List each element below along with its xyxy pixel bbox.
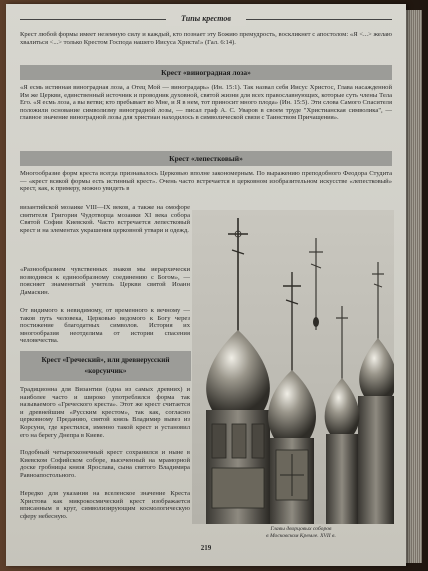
- section-heading-greek-line1: Крест «Греческий», или древнерусский: [41, 356, 170, 364]
- section-heading-greek-line2: «корсунчик»: [84, 367, 127, 375]
- section-petal-text-3: От видимого к невидимому, от временного к вечному — таков путь человека, Церковью ведомого к Богу через постижение благодатных символов. История их многообразия неотделима от истории спасения человечества.: [20, 307, 190, 345]
- section-greek-text-3: Нередко для указания на вселенское значение Креста Христова как микрокосмический крест изображается вписанным в круг, символизирующим космологическую сферу небесную.: [20, 490, 190, 520]
- book-page: [6, 4, 406, 566]
- page-number: 219: [200, 544, 212, 552]
- photo-caption: [246, 526, 356, 539]
- section-vine-text: «Я есмь истинная виноградная лоза, а Отец Мой — виноградарь» (Ин. 15:1). Так назвал себя Иисус Христос, Глава насажденной Им же Церкви, единственный источник и проводник духовной, святой жизни для всех православнующих, которые суть члены Тела Его. «Я есмь лоза, а вы ветви; кто пребывает во Мне, и Я в нем, тот приносит много плода» (Ин. 15:5). Эти слова Самого Спасителя положили основание символизму виноградной лозы, — писал граф А. С. Уваров в своем труде "Христианская символика", — главное значение виноградной лозы для христиан находилось в символической связи с Таинством Причащения».: [20, 84, 392, 122]
- page-stack-edge: [406, 10, 422, 563]
- intro-paragraph: Крест любой формы имеет неземную силу и каждый, кто познает эту Божию премудрость, воскликнет с апостолом: «Я <...> желаю хвалиться <...> только Крестом Господа нашего Иисуса Христа!» (Гал. 6:14).: [20, 31, 392, 46]
- section-petal-text-1: византийской мозаике VIII—IX веков, а также на омофоре святителя Григория Чудотворца мозаики XI века собора Святой Софии Киевской. Часто встречается лепестковый крест и на элементах украшения церковной утвари и одежд.: [20, 204, 190, 234]
- section-greek-text-1: Традиционна для Византии (одна из самых древних) и наиболее часто и широко употреблялся форма так называемого «Греческого креста». Этот же крест считается и древнейшим «Русским крестом», так как, согласно церковному Преданию, святой князь Владимир вывез из Корсуни, где крестился, именно такой крест и установил его на берегу Днепра в Киеве.: [20, 386, 190, 439]
- section-heading-vine: Крест «виноградная лоза»: [20, 65, 392, 80]
- running-header-title: Типы крестов: [166, 12, 246, 26]
- cathedral-domes-photo: [192, 210, 394, 524]
- section-heading-greek: [20, 351, 191, 381]
- section-petal-text-wide: Многообразие форм креста всегда признавалось Церковью вполне закономерным. По выражению преподобного Феодора Студита — «крест всякой формы есть истинный крест». Очень часто встречается в церковном изобразительном искусстве «лепестковый» крест, как, к примеру, можно увидеть в: [20, 170, 392, 193]
- section-petal-text-2: «Разнообразием чувственных знаков мы иерархически возводимся к единообразному соединению с Богом», — поясняет знаменитый учитель Церкви святой Иоанн Дамаскин.: [20, 266, 190, 296]
- photo-caption-line1: Главы дворцовых соборов: [270, 526, 332, 532]
- domes-illustration: [192, 210, 394, 524]
- running-header: [20, 12, 392, 26]
- section-heading-petal: Крест «лепестковый»: [20, 151, 392, 166]
- section-greek-text-2: Подобный четырехконечный крест сохранился и ныне в Киевском Софийском соборе, высеченный на мраморной доске гробницы князя Ярослава, сына святого Владимира Равноапостольного.: [20, 449, 190, 479]
- photo-caption-line2: в Московском Кремле. XVII в.: [266, 532, 336, 539]
